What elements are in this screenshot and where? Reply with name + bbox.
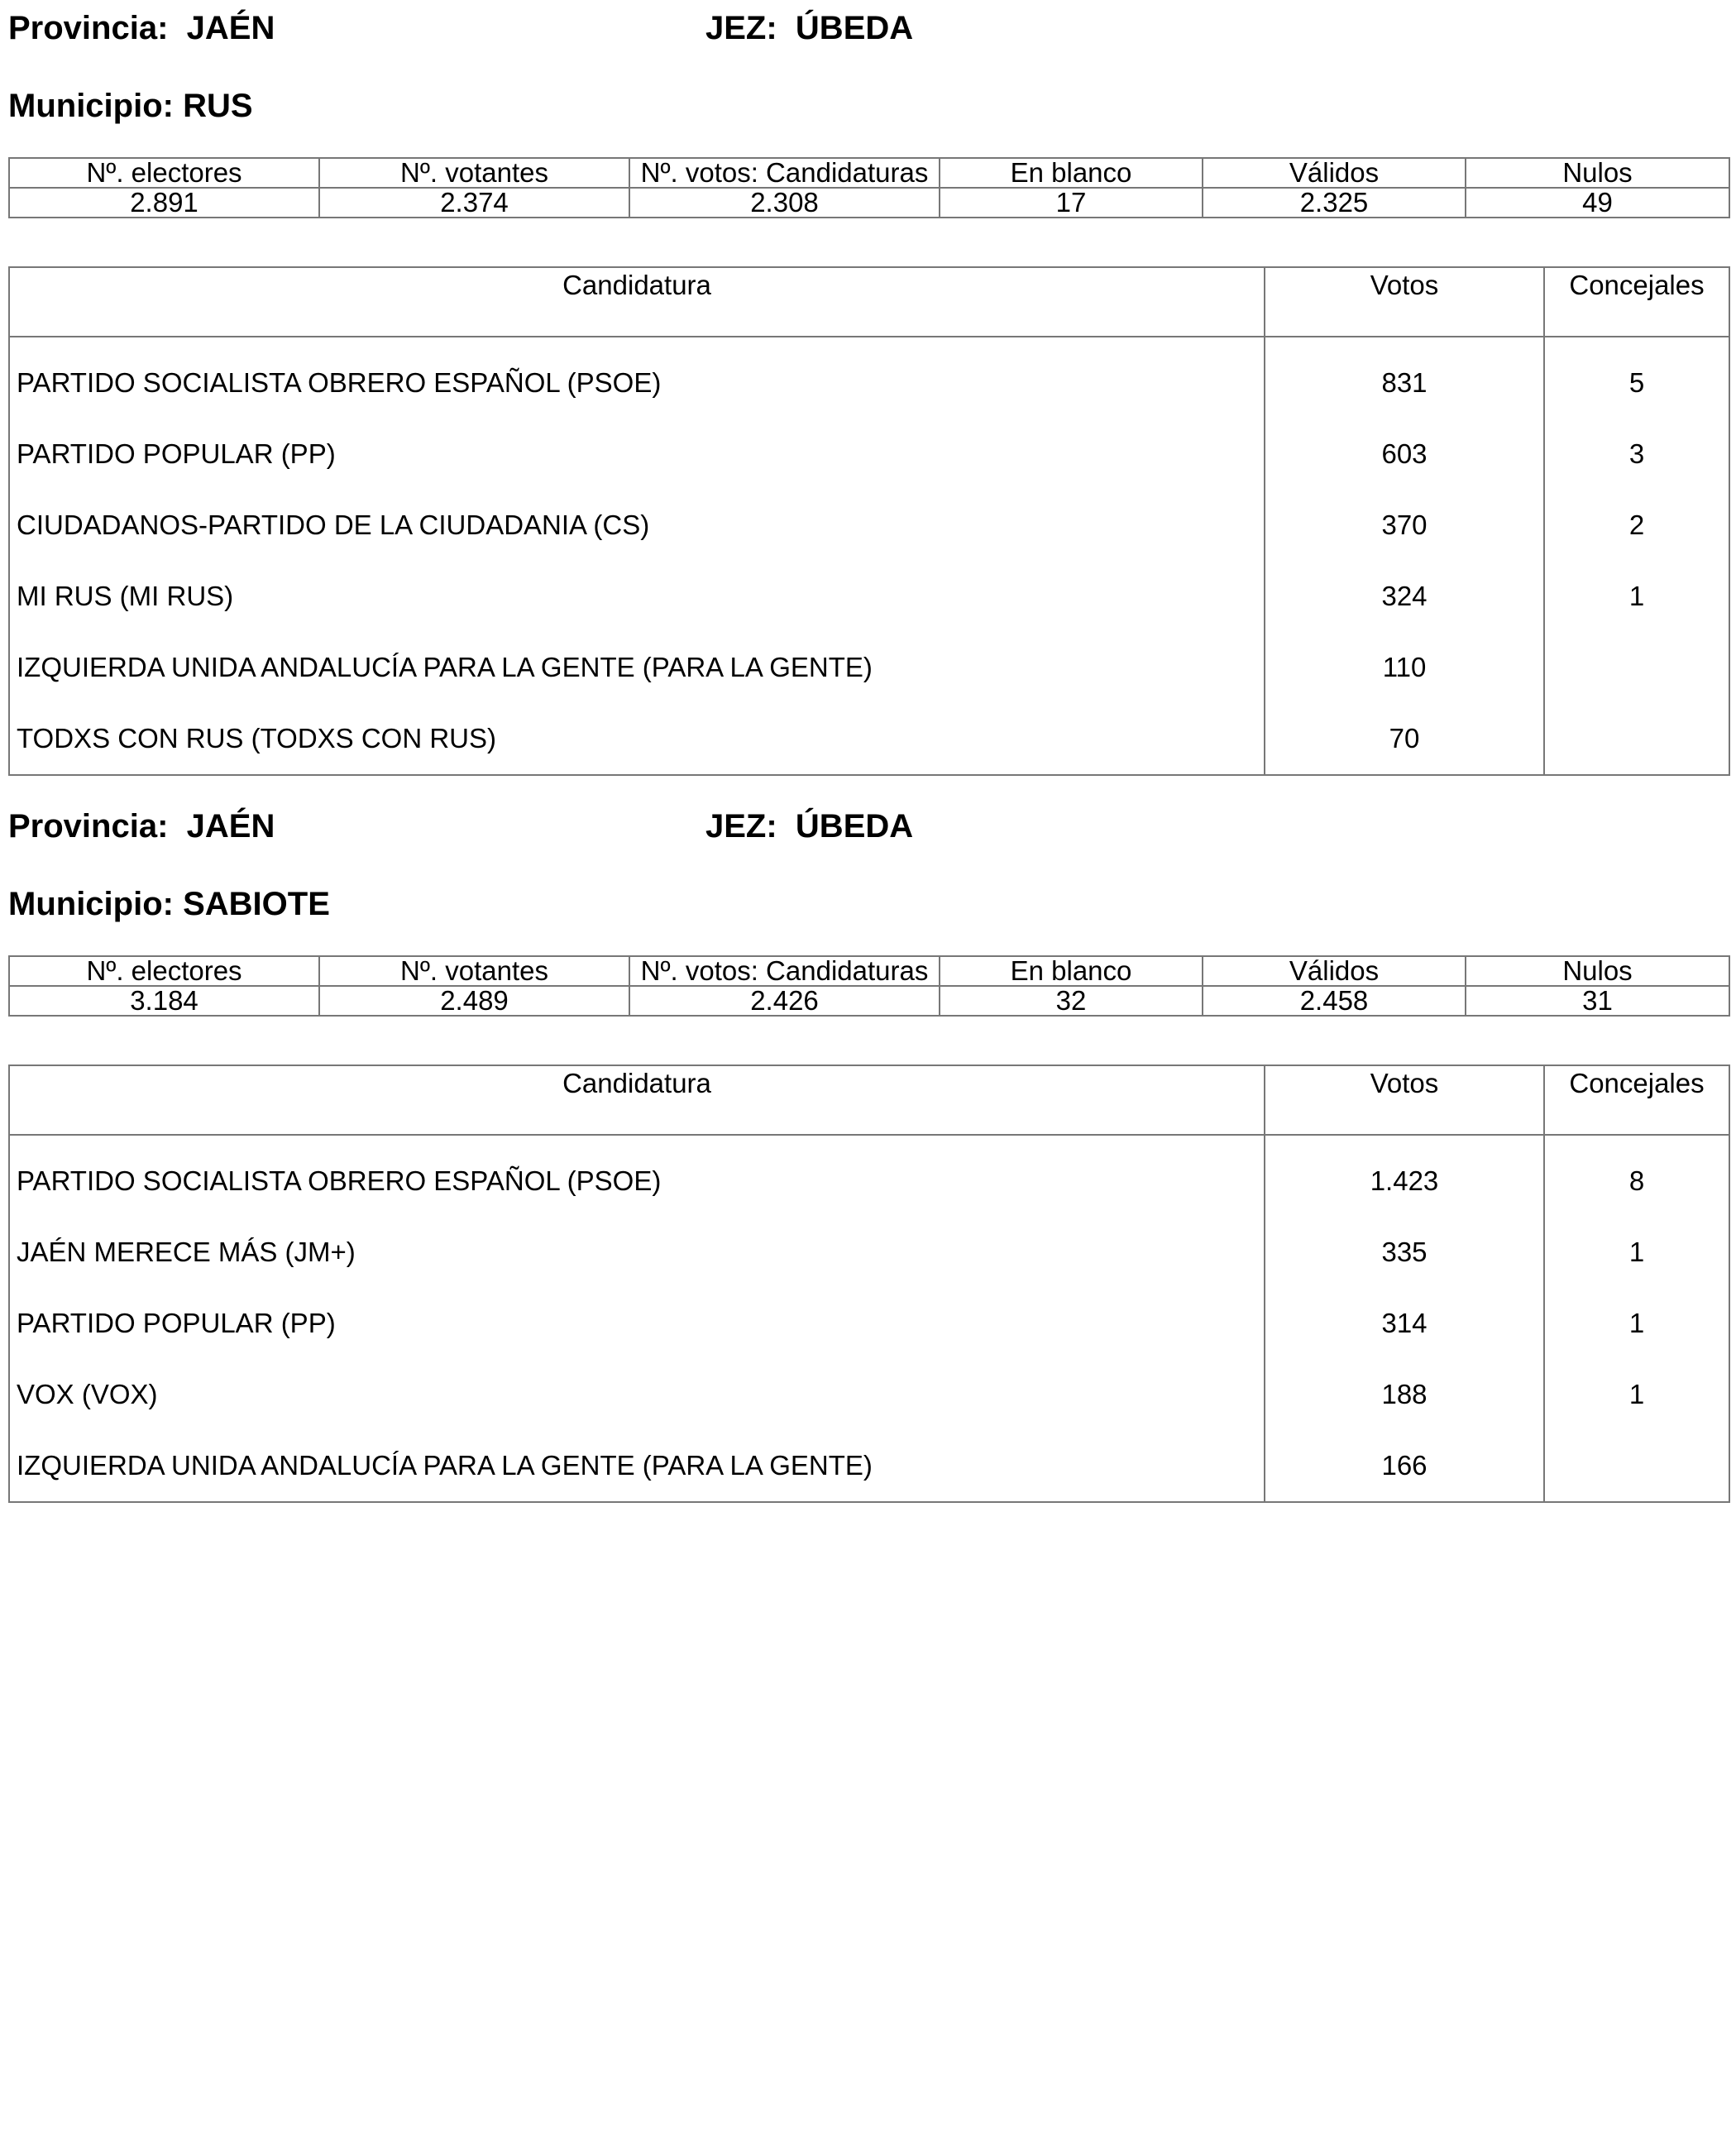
header-concejales: Concejales	[1544, 1065, 1729, 1135]
candidate-votos: 166	[1265, 1430, 1544, 1502]
summary-value-en-blanco: 17	[940, 188, 1203, 218]
candidate-name: IZQUIERDA UNIDA ANDALUCÍA PARA LA GENTE (PARA LA GENTE)	[9, 1430, 1265, 1502]
candidate-concejales: 8	[1544, 1135, 1729, 1217]
candidate-votos: 110	[1265, 632, 1544, 703]
summary-header-electores: Nº. electores	[9, 158, 319, 188]
candidate-name: PARTIDO SOCIALISTA OBRERO ESPAÑOL (PSOE)	[9, 337, 1265, 419]
header-votos: Votos	[1265, 267, 1544, 337]
summary-header-row	[9, 956, 1729, 986]
summary-header-nulos: Nulos	[1466, 158, 1729, 188]
candidate-row	[9, 561, 1729, 632]
municipio-value: RUS	[183, 88, 253, 124]
candidate-concejales	[1544, 632, 1729, 703]
summary-value-en-blanco: 32	[940, 986, 1203, 1016]
candidates-header-row	[9, 1065, 1729, 1135]
summary-header-validos: Válidos	[1203, 158, 1466, 188]
header-candidatura: Candidatura	[9, 267, 1265, 337]
summary-header-votantes: Nº. votantes	[319, 158, 629, 188]
candidate-concejales: 1	[1544, 1288, 1729, 1359]
header-concejales: Concejales	[1544, 267, 1729, 337]
jez-label: JEZ:	[705, 808, 777, 844]
candidate-row	[9, 1135, 1729, 1217]
provincia-label: Provincia:	[8, 10, 169, 46]
candidate-concejales: 5	[1544, 337, 1729, 419]
candidate-concejales: 1	[1544, 1359, 1729, 1430]
candidate-votos: 1.423	[1265, 1135, 1544, 1217]
summary-header-row	[9, 158, 1729, 188]
candidate-votos: 314	[1265, 1288, 1544, 1359]
candidate-concejales: 3	[1544, 419, 1729, 490]
candidate-name: PARTIDO SOCIALISTA OBRERO ESPAÑOL (PSOE)	[9, 1135, 1265, 1217]
summary-header-en-blanco: En blanco	[940, 158, 1203, 188]
summary-value-votantes: 2.489	[319, 986, 629, 1016]
candidate-votos: 70	[1265, 703, 1544, 775]
candidate-votos: 335	[1265, 1217, 1544, 1288]
jez-label: JEZ:	[705, 10, 777, 46]
candidate-row	[9, 1359, 1729, 1430]
summary-value-nulos: 49	[1466, 188, 1729, 218]
candidate-name: MI RUS (MI RUS)	[9, 561, 1265, 632]
summary-header-validos: Válidos	[1203, 956, 1466, 986]
candidates-table	[8, 1065, 1730, 1503]
summary-value-votos-candidaturas: 2.426	[629, 986, 940, 1016]
jez-heading	[705, 810, 913, 843]
candidates-table	[8, 266, 1730, 776]
summary-value-votos-candidaturas: 2.308	[629, 188, 940, 218]
municipio-heading	[8, 89, 253, 122]
summary-header-votantes: Nº. votantes	[319, 956, 629, 986]
candidate-row	[9, 703, 1729, 775]
summary-value-nulos: 31	[1466, 986, 1729, 1016]
summary-header-votos-candidaturas: Nº. votos: Candidaturas	[629, 956, 940, 986]
candidate-concejales: 2	[1544, 490, 1729, 561]
municipio-value: SABIOTE	[183, 886, 330, 922]
municipio-label: Municipio:	[8, 88, 174, 124]
summary-header-en-blanco: En blanco	[940, 956, 1203, 986]
candidate-row	[9, 490, 1729, 561]
candidates-header-row	[9, 267, 1729, 337]
candidate-votos: 831	[1265, 337, 1544, 419]
candidate-name: TODXS CON RUS (TODXS CON RUS)	[9, 703, 1265, 775]
summary-table	[8, 955, 1730, 1017]
header-votos: Votos	[1265, 1065, 1544, 1135]
summary-value-row	[9, 188, 1729, 218]
candidate-name: CIUDADANOS-PARTIDO DE LA CIUDADANIA (CS)	[9, 490, 1265, 561]
summary-value-validos: 2.458	[1203, 986, 1466, 1016]
candidate-row	[9, 1217, 1729, 1288]
provincia-label: Provincia:	[8, 808, 169, 844]
candidate-votos: 188	[1265, 1359, 1544, 1430]
candidate-votos: 370	[1265, 490, 1544, 561]
candidate-row	[9, 1430, 1729, 1502]
candidate-concejales: 1	[1544, 1217, 1729, 1288]
summary-header-nulos: Nulos	[1466, 956, 1729, 986]
candidate-row	[9, 632, 1729, 703]
provincia-value: JAÉN	[186, 10, 275, 46]
candidate-row	[9, 419, 1729, 490]
provincia-heading	[8, 12, 275, 45]
summary-value-electores: 2.891	[9, 188, 319, 218]
summary-table	[8, 157, 1730, 218]
candidate-name: PARTIDO POPULAR (PP)	[9, 419, 1265, 490]
jez-value: ÚBEDA	[795, 10, 914, 46]
candidate-concejales: 1	[1544, 561, 1729, 632]
provincia-value: JAÉN	[186, 808, 275, 844]
summary-value-electores: 3.184	[9, 986, 319, 1016]
candidate-row	[9, 337, 1729, 419]
jez-heading	[705, 12, 913, 45]
candidate-name: JAÉN MERECE MÁS (JM+)	[9, 1217, 1265, 1288]
candidate-votos: 603	[1265, 419, 1544, 490]
municipio-label: Municipio:	[8, 886, 174, 922]
summary-header-votos-candidaturas: Nº. votos: Candidaturas	[629, 158, 940, 188]
candidate-name: IZQUIERDA UNIDA ANDALUCÍA PARA LA GENTE (PARA LA GENTE)	[9, 632, 1265, 703]
header-candidatura: Candidatura	[9, 1065, 1265, 1135]
candidate-row	[9, 1288, 1729, 1359]
summary-value-validos: 2.325	[1203, 188, 1466, 218]
candidate-name: PARTIDO POPULAR (PP)	[9, 1288, 1265, 1359]
provincia-heading	[8, 810, 275, 843]
candidate-votos: 324	[1265, 561, 1544, 632]
summary-value-row	[9, 986, 1729, 1016]
summary-value-votantes: 2.374	[319, 188, 629, 218]
summary-header-electores: Nº. electores	[9, 956, 319, 986]
municipio-heading	[8, 888, 330, 921]
jez-value: ÚBEDA	[795, 808, 914, 844]
candidate-name: VOX (VOX)	[9, 1359, 1265, 1430]
candidate-concejales	[1544, 1430, 1729, 1502]
candidate-concejales	[1544, 703, 1729, 775]
